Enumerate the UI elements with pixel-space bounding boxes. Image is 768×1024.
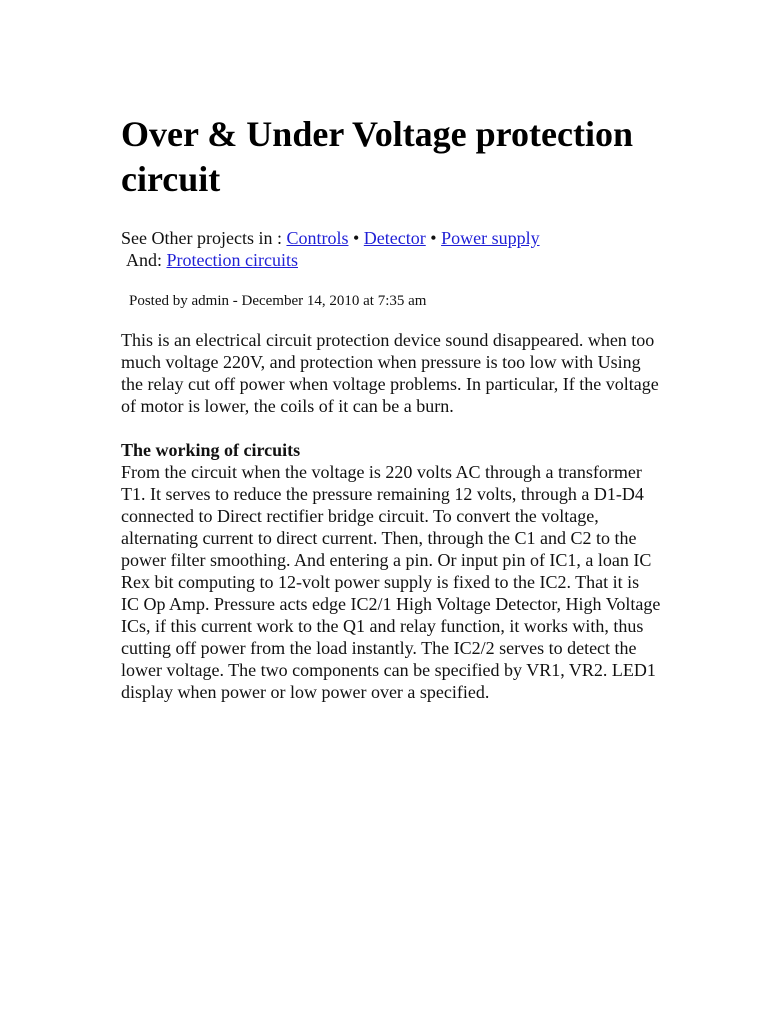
page-title: Over & Under Voltage protection circuit (121, 114, 633, 199)
separator: • (348, 228, 364, 248)
section-paragraph: From the circuit when the voltage is 220 volts AC through a transformer T1. It serves to reduce the pressure remaining 12 volts, through a D1-D4 connected to Direct rectifier bridge circuit. To convert the voltage, alternating current to direct current. Then, through the C1 and C2 to the power filter smoothing. And entering a pin. Or input pin of IC1, a loan IC Rex bit computing to 12-volt power supply is fixed to the IC2. That it is IC Op Amp. Pressure acts edge IC2/1 High Voltage Detector, High Voltage ICs, if this current work to the Q1 and relay function, it works with, thus cutting off power from the load instantly. The IC2/2 serves to detect the lower voltage. The two components can be specified by VR1, VR2. LED1 display when power or low power over a specified. (121, 462, 661, 702)
category-link-power-supply[interactable]: Power supply (441, 228, 540, 248)
see-other-label: See Other projects in : (121, 228, 287, 248)
intro-paragraph: This is an electrical circuit protection device sound disappeared. when too much voltage 220V, and protection when pressure is too low with Using the relay cut off power when voltage problems. In particular, If the voltage of motor is lower, the coils of it can be a burn. (121, 330, 659, 416)
separator: • (425, 228, 442, 248)
category-link-protection-circuits[interactable]: Protection circuits (166, 250, 298, 270)
category-link-controls[interactable]: Controls (286, 228, 349, 248)
see-other-line (121, 227, 661, 249)
article (121, 112, 661, 703)
and-line (121, 249, 661, 271)
category-link-detector[interactable]: Detector (363, 228, 426, 248)
post-meta: Posted by admin - December 14, 2010 at 7:35 am (129, 293, 427, 309)
category-links (121, 227, 661, 271)
and-label: And: (126, 250, 167, 270)
section-heading: The working of circuits (121, 440, 301, 460)
